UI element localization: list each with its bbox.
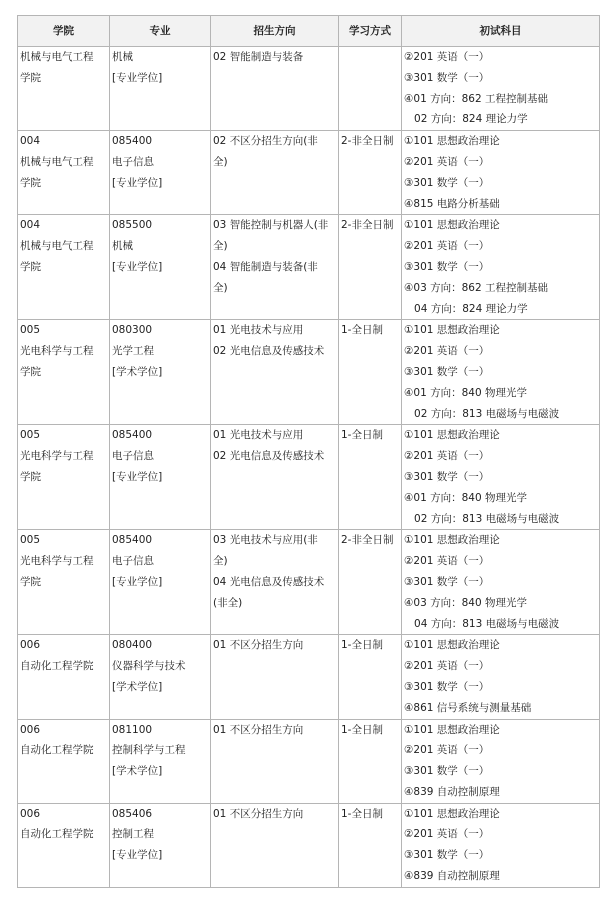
- cell-direction-line: 03 智能控制与机器人(非: [213, 219, 329, 232]
- cell-college-line: 005: [20, 534, 41, 547]
- cell-exam-subjects-line: ①101 思想政治理论: [404, 135, 500, 148]
- cell-exam-subjects: [402, 425, 600, 530]
- cell-major-line: 080300: [112, 324, 153, 337]
- cell-college-line: 学院: [20, 575, 41, 588]
- cell-direction-line: 02 光电信息及传感技术: [213, 345, 325, 358]
- cell-college: [18, 215, 110, 320]
- cell-major: [110, 803, 211, 887]
- header-study-mode: 学习方式: [339, 16, 402, 47]
- table-row: [18, 47, 600, 131]
- cell-college-line: 学院: [20, 260, 41, 273]
- cell-major-line: [专业学位]: [112, 260, 163, 273]
- cell-college-line: 005: [20, 324, 41, 337]
- table-row: [18, 635, 600, 719]
- cell-major-line: [专业学位]: [112, 849, 163, 862]
- table-row: [18, 719, 600, 803]
- cell-major-line: 081100: [112, 723, 153, 736]
- cell-major: [110, 320, 211, 425]
- cell-exam-subjects-line: ②201 英语（一）: [404, 744, 490, 757]
- cell-college-line: 004: [20, 135, 41, 148]
- cell-exam-subjects-line: 02 方向：824 理论力学: [404, 113, 528, 126]
- cell-exam-subjects-line: ③301 数学（一）: [404, 260, 490, 273]
- cell-college: [18, 47, 110, 131]
- cell-major: [110, 719, 211, 803]
- cell-major-line: 电子信息: [112, 155, 154, 168]
- cell-exam-subjects-line: ①101 思想政治理论: [404, 324, 500, 337]
- cell-major-line: 085400: [112, 534, 153, 547]
- cell-study-mode: [339, 803, 402, 887]
- cell-exam-subjects-line: ④815 电路分析基础: [404, 197, 500, 210]
- cell-major-line: [学术学位]: [112, 365, 163, 378]
- cell-major-line: [专业学位]: [112, 575, 163, 588]
- cell-college-line: 006: [20, 639, 41, 652]
- cell-study-mode: [339, 320, 402, 425]
- cell-direction-line: 04 光电信息及传感技术: [213, 575, 325, 588]
- cell-major: [110, 215, 211, 320]
- cell-college-line: 学院: [20, 470, 41, 483]
- cell-direction-line: 01 不区分招生方向: [213, 723, 304, 736]
- cell-major-line: [专业学位]: [112, 470, 163, 483]
- cell-direction: [211, 803, 339, 887]
- cell-college: [18, 131, 110, 215]
- cell-major-line: 电子信息: [112, 450, 154, 463]
- cell-direction: [211, 320, 339, 425]
- cell-major-line: 085400: [112, 429, 153, 442]
- cell-exam-subjects-line: ①101 思想政治理论: [404, 429, 500, 442]
- cell-college-line: 机械与电气工程: [20, 155, 94, 168]
- cell-college: [18, 803, 110, 887]
- cell-direction-line: 全): [213, 281, 228, 294]
- cell-major-line: 电子信息: [112, 555, 154, 568]
- cell-college-line: 学院: [20, 176, 41, 189]
- cell-exam-subjects: [402, 530, 600, 635]
- cell-major-line: 080400: [112, 639, 153, 652]
- cell-exam-subjects: [402, 131, 600, 215]
- cell-major-line: 控制工程: [112, 828, 154, 841]
- cell-direction-line: 全): [213, 240, 228, 253]
- cell-direction: [211, 131, 339, 215]
- cell-college-line: 学院: [20, 71, 41, 84]
- cell-exam-subjects-line: ③301 数学（一）: [404, 71, 490, 84]
- cell-exam-subjects-line: ④01 方向：840 物理光学: [404, 386, 527, 399]
- cell-study-mode: [339, 47, 402, 131]
- cell-college: [18, 320, 110, 425]
- cell-study-mode-line: 1-全日制: [341, 807, 383, 820]
- cell-direction-line: 02 智能制造与装备: [213, 51, 304, 63]
- cell-exam-subjects-line: ④839 自动控制原理: [404, 870, 500, 883]
- cell-exam-subjects-line: ③301 数学（一）: [404, 680, 490, 693]
- cell-study-mode-line: 1-全日制: [341, 324, 383, 337]
- cell-exam-subjects-line: 04 方向：824 理论力学: [404, 302, 528, 315]
- cell-study-mode: [339, 530, 402, 635]
- cell-exam-subjects-line: ②201 英语（一）: [404, 51, 490, 63]
- cell-direction-line: (非全): [213, 596, 243, 609]
- cell-college-line: 自动化工程学院: [20, 828, 94, 841]
- cell-major-line: 仪器科学与技术: [112, 660, 186, 673]
- cell-college-line: 光电科学与工程: [20, 555, 94, 568]
- cell-exam-subjects: [402, 320, 600, 425]
- cell-direction: [211, 215, 339, 320]
- cell-exam-subjects: [402, 47, 600, 131]
- cell-exam-subjects-line: ④01 方向：862 工程控制基础: [404, 92, 548, 105]
- cell-college: [18, 425, 110, 530]
- cell-exam-subjects-line: ④861 信号系统与测量基础: [404, 701, 532, 714]
- cell-college-line: 学院: [20, 365, 41, 378]
- cell-exam-subjects: [402, 803, 600, 887]
- cell-major-line: 085500: [112, 219, 153, 232]
- cell-direction: [211, 47, 339, 131]
- cell-exam-subjects-line: 02 方向：813 电磁场与电磁波: [404, 512, 560, 525]
- cell-exam-subjects-line: ①101 思想政治理论: [404, 639, 500, 652]
- cell-college-line: 机械与电气工程: [20, 51, 94, 63]
- cell-study-mode: [339, 215, 402, 320]
- cell-major: [110, 635, 211, 719]
- table-row: [18, 215, 600, 320]
- cell-exam-subjects-line: ③301 数学（一）: [404, 470, 490, 483]
- table-row: [18, 530, 600, 635]
- cell-major-line: [学术学位]: [112, 765, 163, 778]
- cell-exam-subjects-line: ②201 英语（一）: [404, 828, 490, 841]
- cell-exam-subjects-line: ③301 数学（一）: [404, 575, 490, 588]
- cell-exam-subjects-line: ①101 思想政治理论: [404, 807, 500, 820]
- cell-exam-subjects-line: ②201 英语（一）: [404, 240, 490, 253]
- cell-major-line: 085406: [112, 807, 153, 820]
- cell-college-line: 自动化工程学院: [20, 660, 94, 673]
- cell-major: [110, 425, 211, 530]
- cell-study-mode: [339, 719, 402, 803]
- cell-direction-line: 04 智能制造与装备(非: [213, 260, 318, 273]
- cell-college-line: 004: [20, 219, 41, 232]
- cell-direction-line: 01 光电技术与应用: [213, 324, 304, 337]
- cell-exam-subjects-line: ④01 方向：840 物理光学: [404, 491, 527, 504]
- cell-study-mode-line: 2-非全日制: [341, 534, 394, 547]
- cell-exam-subjects-line: ①101 思想政治理论: [404, 534, 500, 547]
- cell-major-line: [专业学位]: [112, 71, 163, 84]
- cell-direction: [211, 719, 339, 803]
- cell-college-line: 006: [20, 723, 41, 736]
- cell-exam-subjects-line: ①101 思想政治理论: [404, 723, 500, 736]
- cell-major-line: [学术学位]: [112, 680, 163, 693]
- cell-exam-subjects: [402, 215, 600, 320]
- cell-direction: [211, 425, 339, 530]
- cell-college: [18, 635, 110, 719]
- cell-exam-subjects: [402, 719, 600, 803]
- cell-exam-subjects-line: ④03 方向：862 工程控制基础: [404, 281, 548, 294]
- header-major: 专业: [110, 16, 211, 47]
- header-direction: 招生方向: [211, 16, 339, 47]
- header-exam-subjects: 初试科目: [402, 16, 600, 47]
- cell-study-mode: [339, 131, 402, 215]
- table-body: [18, 47, 600, 888]
- cell-study-mode-line: 1-全日制: [341, 639, 383, 652]
- cell-college-line: 光电科学与工程: [20, 450, 94, 463]
- cell-exam-subjects-line: ③301 数学（一）: [404, 849, 490, 862]
- table-row: [18, 320, 600, 425]
- cell-exam-subjects-line: ②201 英语（一）: [404, 345, 490, 358]
- admissions-table: [17, 15, 600, 888]
- cell-exam-subjects-line: ③301 数学（一）: [404, 765, 490, 778]
- table-row: [18, 425, 600, 530]
- cell-direction-line: 02 光电信息及传感技术: [213, 450, 325, 463]
- cell-exam-subjects-line: 04 方向：813 电磁场与电磁波: [404, 617, 560, 630]
- header-college: 学院: [18, 16, 110, 47]
- cell-major-line: 光学工程: [112, 345, 154, 358]
- cell-exam-subjects-line: ②201 英语（一）: [404, 555, 490, 568]
- cell-college: [18, 530, 110, 635]
- cell-exam-subjects-line: ③301 数学（一）: [404, 365, 490, 378]
- cell-study-mode-line: 1-全日制: [341, 429, 383, 442]
- cell-exam-subjects-line: 02 方向：813 电磁场与电磁波: [404, 407, 560, 420]
- cell-exam-subjects: [402, 635, 600, 719]
- cell-study-mode: [339, 635, 402, 719]
- cell-direction: [211, 635, 339, 719]
- cell-major: [110, 131, 211, 215]
- cell-study-mode-line: 2-非全日制: [341, 219, 394, 232]
- cell-exam-subjects-line: ②201 英语（一）: [404, 155, 490, 168]
- table-row: [18, 131, 600, 215]
- cell-direction-line: 02 不区分招生方向(非: [213, 135, 318, 148]
- cell-exam-subjects-line: ④03 方向：840 物理光学: [404, 596, 527, 609]
- cell-direction-line: 01 不区分招生方向: [213, 639, 304, 652]
- table-row: [18, 803, 600, 887]
- cell-major-line: 085400: [112, 135, 153, 148]
- cell-exam-subjects-line: ③301 数学（一）: [404, 176, 490, 189]
- cell-college-line: 006: [20, 807, 41, 820]
- cell-study-mode: [339, 425, 402, 530]
- cell-direction-line: 01 光电技术与应用: [213, 429, 304, 442]
- cell-college-line: 光电科学与工程: [20, 345, 94, 358]
- cell-direction-line: 全): [213, 155, 228, 168]
- cell-study-mode-line: 1-全日制: [341, 723, 383, 736]
- cell-direction: [211, 530, 339, 635]
- cell-major: [110, 530, 211, 635]
- cell-direction-line: 01 不区分招生方向: [213, 807, 304, 820]
- cell-major-line: 机械: [112, 51, 133, 63]
- cell-college-line: 005: [20, 429, 41, 442]
- cell-direction-line: 全): [213, 555, 228, 568]
- cell-major: [110, 47, 211, 131]
- cell-exam-subjects-line: ①101 思想政治理论: [404, 219, 500, 232]
- cell-study-mode-line: 2-非全日制: [341, 135, 394, 148]
- cell-direction-line: 03 光电技术与应用(非: [213, 534, 318, 547]
- cell-exam-subjects-line: ②201 英语（一）: [404, 450, 490, 463]
- cell-exam-subjects-line: ④839 自动控制原理: [404, 785, 500, 798]
- cell-major-line: 机械: [112, 240, 133, 253]
- cell-major-line: 控制科学与工程: [112, 744, 186, 757]
- table-header-row: [18, 16, 600, 47]
- cell-college-line: 机械与电气工程: [20, 240, 94, 253]
- cell-college-line: 自动化工程学院: [20, 744, 94, 757]
- cell-exam-subjects-line: ②201 英语（一）: [404, 660, 490, 673]
- cell-college: [18, 719, 110, 803]
- cell-major-line: [专业学位]: [112, 176, 163, 189]
